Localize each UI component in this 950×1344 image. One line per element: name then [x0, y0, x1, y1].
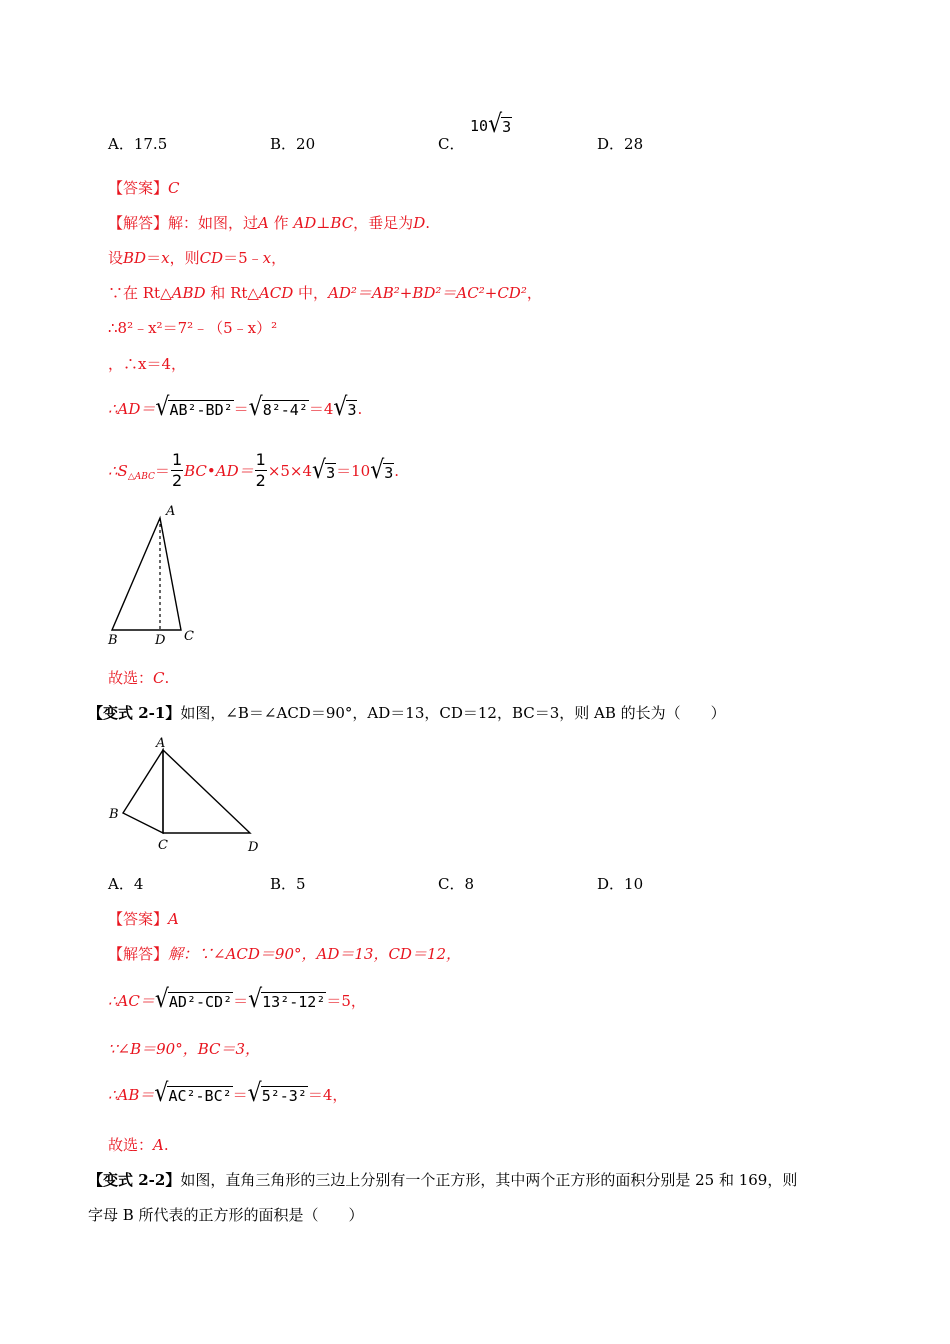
option-a — [108, 134, 167, 154]
answer-line — [108, 178, 180, 198]
numerator: 1 — [171, 450, 183, 469]
var: AD⊥BC — [293, 214, 354, 232]
triangle-figure-1 — [100, 500, 210, 650]
text: ，则 — [169, 249, 200, 267]
triangle-abc — [112, 518, 181, 630]
question-2-2-line-1 — [88, 1170, 797, 1190]
radicand: 8²-4² — [262, 401, 308, 419]
var: ABD — [171, 284, 206, 302]
option-value: 8 — [464, 875, 475, 893]
sqrt: √ 13²-12² — [248, 985, 326, 1014]
numerator: 1 — [255, 450, 266, 469]
text: . — [163, 1136, 169, 1154]
equation: AD²＝AB²+BD²＝AC²+CD² — [328, 284, 527, 302]
fraction — [255, 450, 267, 491]
text: ， — [526, 284, 542, 302]
text: 故选： — [108, 1136, 154, 1154]
sqrt: √ 3 — [488, 110, 512, 139]
question-stem: 如图，直角三角形的三边上分别有一个正方形，其中两个正方形的面积分别是 25 和 169，则 — [180, 1171, 798, 1189]
radicand: AD²-CD² — [168, 993, 233, 1011]
text: . — [357, 400, 363, 418]
label-c: C — [184, 629, 194, 644]
solution-text: 解：如图，过 — [168, 214, 259, 232]
option-b — [270, 874, 306, 894]
var: C — [153, 669, 165, 687]
answer-value: A — [168, 910, 179, 928]
solution-line-5 — [108, 354, 186, 374]
text: ∴AC＝ — [108, 992, 155, 1010]
solution-line-4 — [108, 318, 277, 338]
label-a: A — [166, 504, 176, 519]
solution-line-3 — [108, 283, 542, 303]
equation: ∴8²﹣x²＝7²﹣（5﹣x）² — [108, 319, 278, 337]
solution-line-1 — [108, 213, 430, 233]
text: 故选： — [108, 669, 154, 687]
solution-tag: 【解答】 — [108, 945, 169, 963]
label-b: B — [108, 633, 118, 648]
option-b — [270, 134, 315, 154]
answer-value: C — [168, 179, 180, 197]
sqrt: √ AD²-CD² — [154, 985, 233, 1014]
text: ＝ — [232, 1086, 248, 1104]
triangle-abc — [123, 750, 163, 833]
text: BC•AD＝ — [184, 461, 254, 480]
denominator: 2 — [171, 471, 183, 490]
option-c — [438, 134, 464, 154]
question-stem: 字母 B 所代表的正方形的面积是（ ） — [88, 1206, 364, 1224]
text: ＝4 — [308, 400, 334, 418]
var: D — [413, 214, 426, 232]
solution-line-2 — [108, 985, 366, 1014]
option-letter: C． — [438, 875, 465, 893]
sqrt: √ 3 — [333, 393, 357, 422]
option-c-math — [470, 110, 512, 139]
text: . — [394, 461, 400, 480]
var: A — [258, 214, 269, 232]
option-value: 5 — [296, 875, 306, 893]
option-c-coef: 10 — [470, 117, 489, 135]
option-value: 10 — [624, 875, 644, 893]
solution-line-3 — [108, 1039, 260, 1059]
label-d: D — [248, 840, 259, 855]
solution-line-7: ∴S △ABC ＝ $\frac{1}{2}$ BC•AD＝ $\frac{1}{2}$ ×5×4 √ 3 ＝10 √ 3 . — [108, 450, 400, 490]
option-value: 4 — [133, 875, 144, 893]
text: ∴S — [108, 461, 128, 480]
radicand: 13²-12² — [262, 993, 326, 1011]
fraction — [171, 450, 183, 491]
text: ＝ — [146, 249, 162, 267]
text: ∴AB＝ — [108, 1086, 155, 1104]
var: x — [262, 249, 272, 267]
equation: ，∴x＝4， — [108, 355, 187, 373]
answer-tag: 【答案】 — [108, 910, 169, 928]
option-letter: B． — [270, 875, 297, 893]
solution-text: . — [425, 214, 430, 232]
option-value: 20 — [296, 135, 316, 153]
radicand: 3 — [347, 401, 357, 419]
solution-line-4 — [108, 1079, 348, 1108]
option-letter: A． — [108, 875, 134, 893]
question-tag: 【变式 2-1】 — [88, 704, 181, 722]
answer-tag: 【答案】 — [108, 179, 169, 197]
text: . — [164, 669, 170, 687]
option-value: 17.5 — [133, 135, 168, 153]
triangle-figure-2 — [100, 730, 270, 855]
var: A — [153, 1136, 164, 1154]
solution-line-1 — [108, 944, 461, 964]
option-letter: C． — [438, 135, 465, 153]
sqrt: √ AB²-BD² — [155, 393, 233, 422]
sqrt: √ 5²-3² — [247, 1079, 307, 1108]
radicand: 3 — [502, 118, 512, 136]
option-d — [597, 134, 643, 154]
solution-text: ，垂足为 — [353, 214, 414, 232]
text: ×5×4 — [267, 461, 313, 480]
choose-line-2 — [108, 1135, 169, 1155]
choose-line-1 — [108, 668, 169, 688]
var: BD — [123, 249, 147, 267]
question-tag: 【变式 2-2】 — [88, 1171, 181, 1189]
text: 和 Rt△ — [205, 284, 259, 302]
option-letter: D． — [597, 135, 625, 153]
var: x — [161, 249, 170, 267]
label-c: C — [158, 838, 168, 853]
radicand: AC²-BC² — [168, 1087, 232, 1105]
solution-text: 作 — [268, 214, 294, 232]
solution-text: 解：∵∠ACD＝90°，AD＝13，CD＝12， — [168, 945, 462, 963]
var: ACD — [258, 284, 294, 302]
text: ＝5﹣ — [223, 249, 263, 267]
sqrt: √ AC²-BC² — [154, 1079, 232, 1108]
text: 设 — [108, 249, 124, 267]
question-2-1 — [88, 703, 726, 723]
sqrt: √ 3 — [370, 455, 394, 485]
radicand: 3 — [384, 463, 394, 482]
denominator: 2 — [255, 471, 266, 490]
option-c — [438, 874, 474, 894]
text: ， — [271, 249, 287, 267]
text: ＝ — [233, 992, 249, 1010]
label-b: B — [109, 807, 119, 822]
sqrt: √ 3 — [312, 455, 336, 485]
option-letter: A． — [108, 135, 134, 153]
var: CD — [199, 249, 224, 267]
radicand: 3 — [326, 463, 336, 482]
sqrt: √ 8²-4² — [248, 393, 308, 422]
option-a — [108, 874, 143, 894]
text: ＝10 — [336, 461, 371, 480]
question-stem: 如图，∠B＝∠ACD＝90°，AD＝13，CD＝12，BC＝3，则 AB 的长为（ ） — [180, 704, 726, 722]
radicand: 5²-3² — [261, 1087, 307, 1105]
text: ＝ — [233, 400, 249, 418]
question-2-2-line-2 — [88, 1205, 364, 1225]
text: 中， — [293, 284, 329, 302]
text: ＝4， — [307, 1086, 348, 1104]
radicand: AB²-BD² — [169, 401, 233, 419]
solution-line-6 — [108, 393, 363, 422]
option-value: 28 — [624, 135, 644, 153]
solution-tag: 【解答】 — [108, 214, 169, 232]
triangle-acd — [163, 750, 250, 833]
text: ∴AD＝ — [108, 400, 156, 418]
label-d: D — [155, 633, 166, 648]
text: ＝5， — [326, 992, 366, 1010]
option-letter: B． — [270, 135, 297, 153]
text: ∵在 Rt△ — [108, 284, 172, 302]
text: ＝ — [154, 461, 170, 480]
answer-line — [108, 909, 179, 929]
option-letter: D． — [597, 875, 625, 893]
text: ∵∠B＝90°，BC＝3， — [108, 1040, 261, 1058]
option-d — [597, 874, 643, 894]
solution-line-2 — [108, 248, 286, 268]
label-a: A — [156, 736, 166, 751]
